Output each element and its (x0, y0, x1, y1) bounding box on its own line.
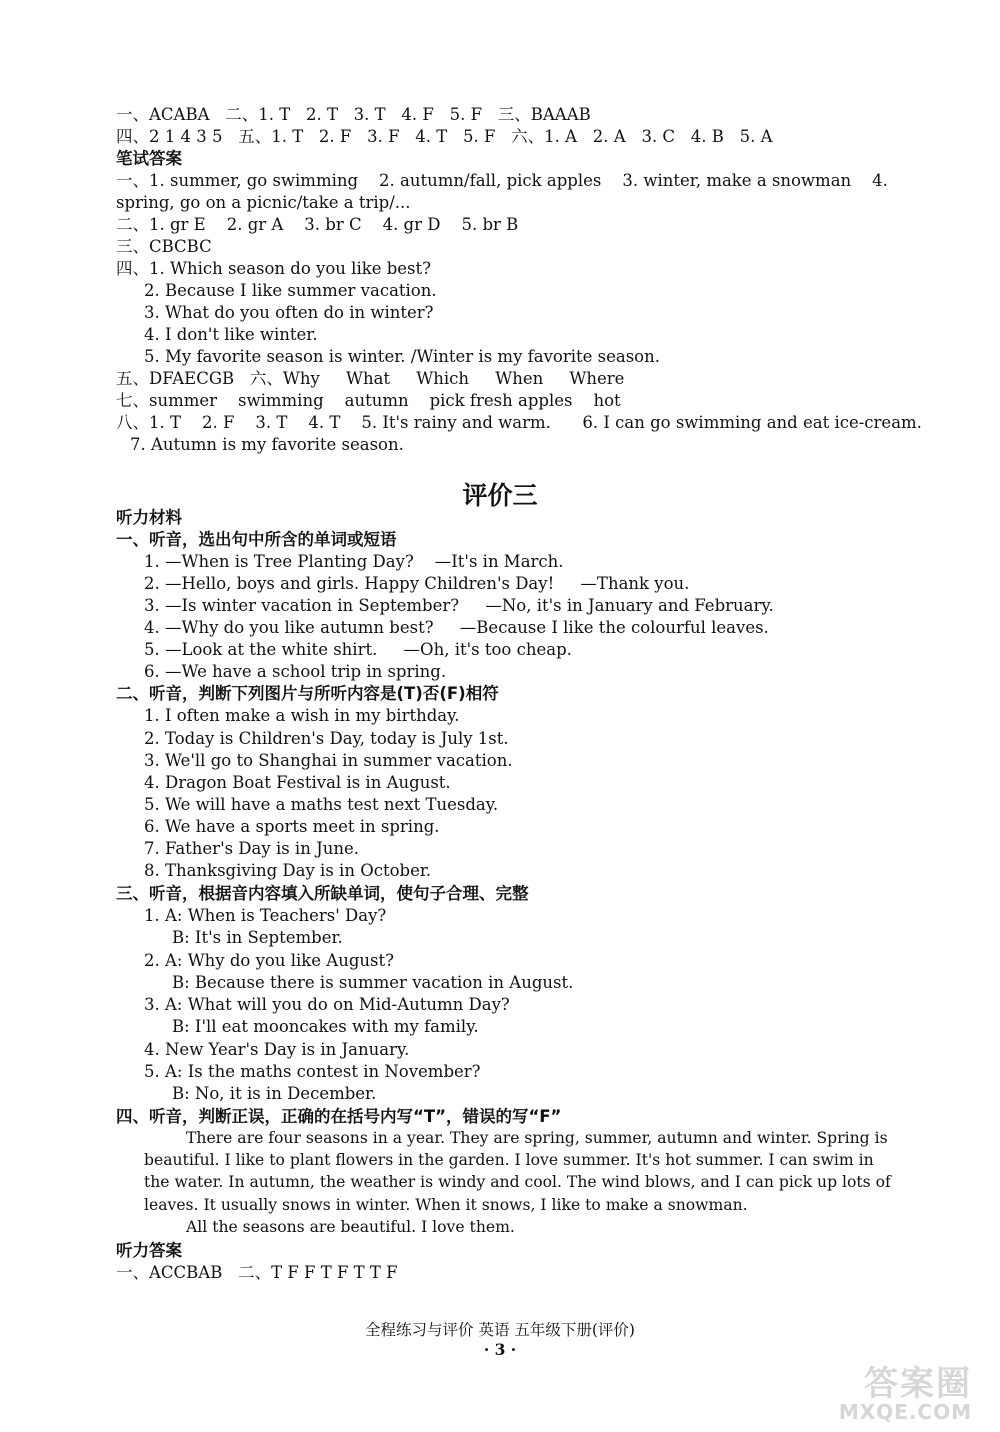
written-q4-item: 5. My favorite season is winter. /Winter is my favorite season. (144, 347, 660, 366)
watermark-url: MXQE.COM (838, 1400, 972, 1424)
part1-item: 4. —Why do you like autumn best? —Because I like the colourful leaves. (144, 618, 769, 637)
written-q4-item: 3. What do you often do in winter? (144, 303, 434, 322)
part4-paragraph-line: All the seasons are beautiful. I love them. (186, 1218, 515, 1236)
part4-heading: 四、听音，判断正误，正确的在括号内写“T”，错误的写“F” (116, 1107, 562, 1126)
page-number: · 3 · (483, 1340, 517, 1359)
part4-paragraph-line: beautiful. I like to plant flowers in the garden. I love summer. It's hot summer. I can swim in (144, 1151, 874, 1169)
part4-paragraph-line: There are four seasons in a year. They are spring, summer, autumn and winter. Spring is (186, 1129, 888, 1147)
part2-item: 5. We will have a maths test next Tuesday. (144, 795, 499, 814)
written-line: spring, go on a picnic/take a trip/... (116, 193, 411, 212)
part2-heading: 二、听音，判断下列图片与所听内容是(T)否(F)相符 (116, 684, 499, 703)
part1-item: 2. —Hello, boys and girls. Happy Children's Day! —Thank you. (144, 574, 690, 593)
part1-item: 5. —Look at the white shirt. —Oh, it's too cheap. (144, 640, 572, 659)
part2-item: 3. We'll go to Shanghai in summer vacation. (144, 751, 513, 770)
part3-item: B: It's in September. (172, 928, 343, 947)
watermark-text: 答案圈 (864, 1364, 972, 1404)
part3-item: 1. A: When is Teachers' Day? (144, 906, 387, 925)
part2-item: 6. We have a sports meet in spring. (144, 817, 440, 836)
written-answers-heading: 笔试答案 (116, 149, 182, 168)
written-q4-item: 四、1. Which season do you like best? (116, 259, 432, 278)
written-line: 三、CBCBC (116, 237, 212, 256)
written-line: 五、DFAECGB 六、Why What Which When Where (116, 369, 625, 388)
part2-item: 1. I often make a wish in my birthday. (144, 706, 460, 725)
part3-item: 5. A: Is the maths contest in November? (144, 1062, 481, 1081)
listening-answers-heading: 听力答案 (116, 1241, 182, 1260)
watermark-logo (822, 1356, 972, 1426)
written-line: 7. Autumn is my favorite season. (130, 435, 404, 454)
written-q4-item: 4. I don't like winter. (144, 325, 318, 344)
written-line: 八、1. T 2. F 3. T 4. T 5. It's rainy and warm. 6. I can go swimming and eat ice-cream. (116, 413, 922, 432)
part2-item: 4. Dragon Boat Festival is in August. (144, 773, 451, 792)
part3-item: B: Because there is summer vacation in August. (172, 973, 574, 992)
part3-item: B: No, it is in December. (172, 1084, 377, 1103)
footer-book-title: 全程练习与评价 英语 五年级下册(评价) (365, 1321, 635, 1339)
answers-row-1: 一、ACABA 二、1. T 2. T 3. T 4. F 5. F 三、BAAAB (116, 105, 591, 124)
written-line: 七、summer swimming autumn pick fresh apples hot (116, 391, 621, 410)
written-line: 二、1. gr E 2. gr A 3. br C 4. gr D 5. br B (116, 215, 519, 234)
part4-paragraph-line: the water. In autumn, the weather is windy and cool. The wind blows, and I can pick up lots of (144, 1173, 891, 1191)
part4-paragraph-line: leaves. It usually snows in winter. When it snows, I like to make a snowman. (144, 1196, 748, 1214)
part3-item: 2. A: Why do you like August? (144, 951, 394, 970)
part1-item: 6. —We have a school trip in spring. (144, 662, 447, 681)
part2-item: 2. Today is Children's Day, today is July 1st. (144, 729, 509, 748)
part2-item: 7. Father's Day is in June. (144, 839, 359, 858)
written-q4-item: 2. Because I like summer vacation. (144, 281, 437, 300)
part1-item: 1. —When is Tree Planting Day? —It's in March. (144, 552, 564, 571)
answers-row-2: 四、2 1 4 3 5 五、1. T 2. F 3. F 4. T 5. F 六、1. A 2. A 3. C 4. B 5. A (116, 127, 773, 146)
written-line: 一、1. summer, go swimming 2. autumn/fall, pick apples 3. winter, make a snowman 4. (116, 171, 888, 190)
part3-item: 3. A: What will you do on Mid-Autumn Day? (144, 995, 510, 1014)
part3-heading: 三、听音，根据音内容填入所缺单词，使句子合理、完整 (116, 884, 529, 903)
listening-answers-line: 一、ACCBAB 二、T F F T F T T F (116, 1263, 398, 1282)
part3-item: B: I'll eat mooncakes with my family. (172, 1017, 479, 1036)
part1-heading: 一、听音，选出句中所含的单词或短语 (116, 530, 397, 549)
part1-item: 3. —Is winter vacation in September? —No, it's in January and February. (144, 596, 774, 615)
part2-item: 8. Thanksgiving Day is in October. (144, 861, 432, 880)
section-title: 评价三 (462, 481, 538, 510)
listening-material-heading: 听力材料 (116, 508, 182, 527)
part3-item: 4. New Year's Day is in January. (144, 1040, 410, 1059)
